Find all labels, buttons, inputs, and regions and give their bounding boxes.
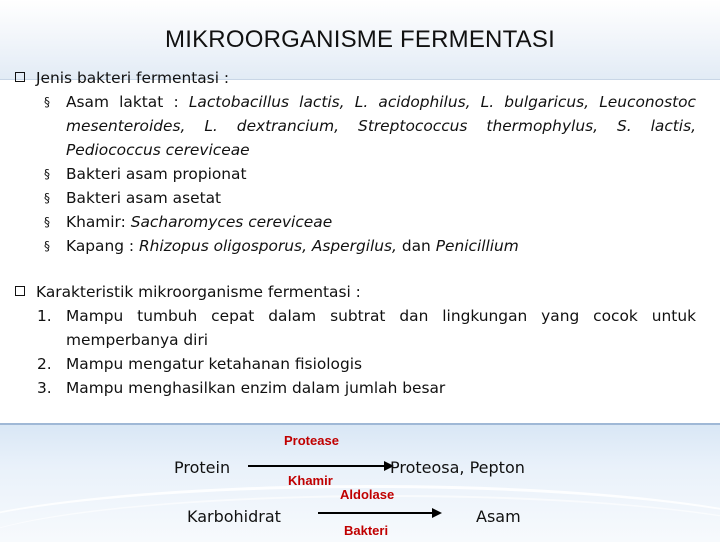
list-item-mold — [0, 234, 720, 258]
list-item-characteristic-3 — [0, 376, 720, 400]
section-sign-bullet-icon: § — [44, 167, 50, 181]
square-checkbox-icon — [15, 286, 25, 296]
fermentation-diagram — [0, 423, 720, 542]
item-conjunction: dan — [396, 237, 436, 255]
section-sign-bullet-icon: § — [44, 191, 50, 205]
enzyme-label-protease: Protease — [284, 433, 339, 448]
item-number: 1. — [37, 307, 52, 325]
reaction-arrow-2 — [318, 505, 442, 521]
item-label: Bakteri asam propionat — [66, 165, 247, 183]
list-item-lactic — [0, 90, 720, 162]
enzyme-label-aldolase: Aldolase — [340, 487, 395, 502]
organism-label-khamir: Khamir — [288, 473, 333, 488]
list-item-acetic — [0, 186, 720, 210]
slide-content — [0, 66, 720, 400]
item-species: Lactobacillus lactis, L. acidophilus, L. bulgaricus, Leuconostoc mesenteroides, L. dextrancium, Streptococcus thermophylus, S. lactis, Pediococcus cereviceae — [66, 93, 696, 159]
reaction-arrow-1 — [248, 458, 394, 474]
section-characteristics — [0, 280, 720, 400]
section-sign-bullet-icon: § — [44, 239, 50, 253]
list-item-propionic — [0, 162, 720, 186]
section-sign-bullet-icon: § — [44, 215, 50, 229]
item-species: Rhizopus oligosporus, Aspergilus, — [138, 237, 397, 255]
item-text: Mampu tumbuh cepat dalam subtrat dan lingkungan yang cocok untuk memperbanya diri — [66, 307, 696, 349]
list-item-characteristic-1 — [0, 304, 720, 352]
organism-label-bakteri: Bakteri — [344, 523, 389, 538]
item-label: Bakteri asam asetat — [66, 189, 222, 207]
item-number: 2. — [37, 355, 52, 373]
square-checkbox-icon — [15, 72, 25, 82]
item-text: Mampu menghasilkan enzim dalam jumlah besar — [66, 379, 446, 397]
section-heading-text: Karakteristik mikroorganisme fermentasi : — [36, 283, 361, 301]
substrate-karbohidrat: Karbohidrat — [187, 507, 281, 526]
item-species: Sacharomyces cereviceae — [130, 213, 333, 231]
item-label: Kapang : — [66, 237, 139, 255]
page-title: MIKROORGANISME FERMENTASI — [165, 26, 555, 53]
item-species-2: Penicillium — [435, 237, 519, 255]
item-number: 3. — [37, 379, 52, 397]
substrate-protein: Protein — [174, 458, 231, 477]
section-heading — [0, 66, 720, 90]
section-heading-text: Jenis bakteri fermentasi : — [36, 69, 230, 87]
list-item-characteristic-2 — [0, 352, 720, 376]
section-heading — [0, 280, 720, 304]
section-sign-bullet-icon: § — [44, 95, 50, 109]
product-asam: Asam — [476, 507, 521, 526]
item-label: Khamir: — [66, 213, 131, 231]
product-proteosa-pepton: Proteosa, Pepton — [390, 458, 525, 477]
section-bacteria-types — [0, 66, 720, 258]
list-item-yeast — [0, 210, 720, 234]
item-label: Asam laktat : — [66, 93, 189, 111]
item-text: Mampu mengatur ketahanan fisiologis — [66, 355, 363, 373]
